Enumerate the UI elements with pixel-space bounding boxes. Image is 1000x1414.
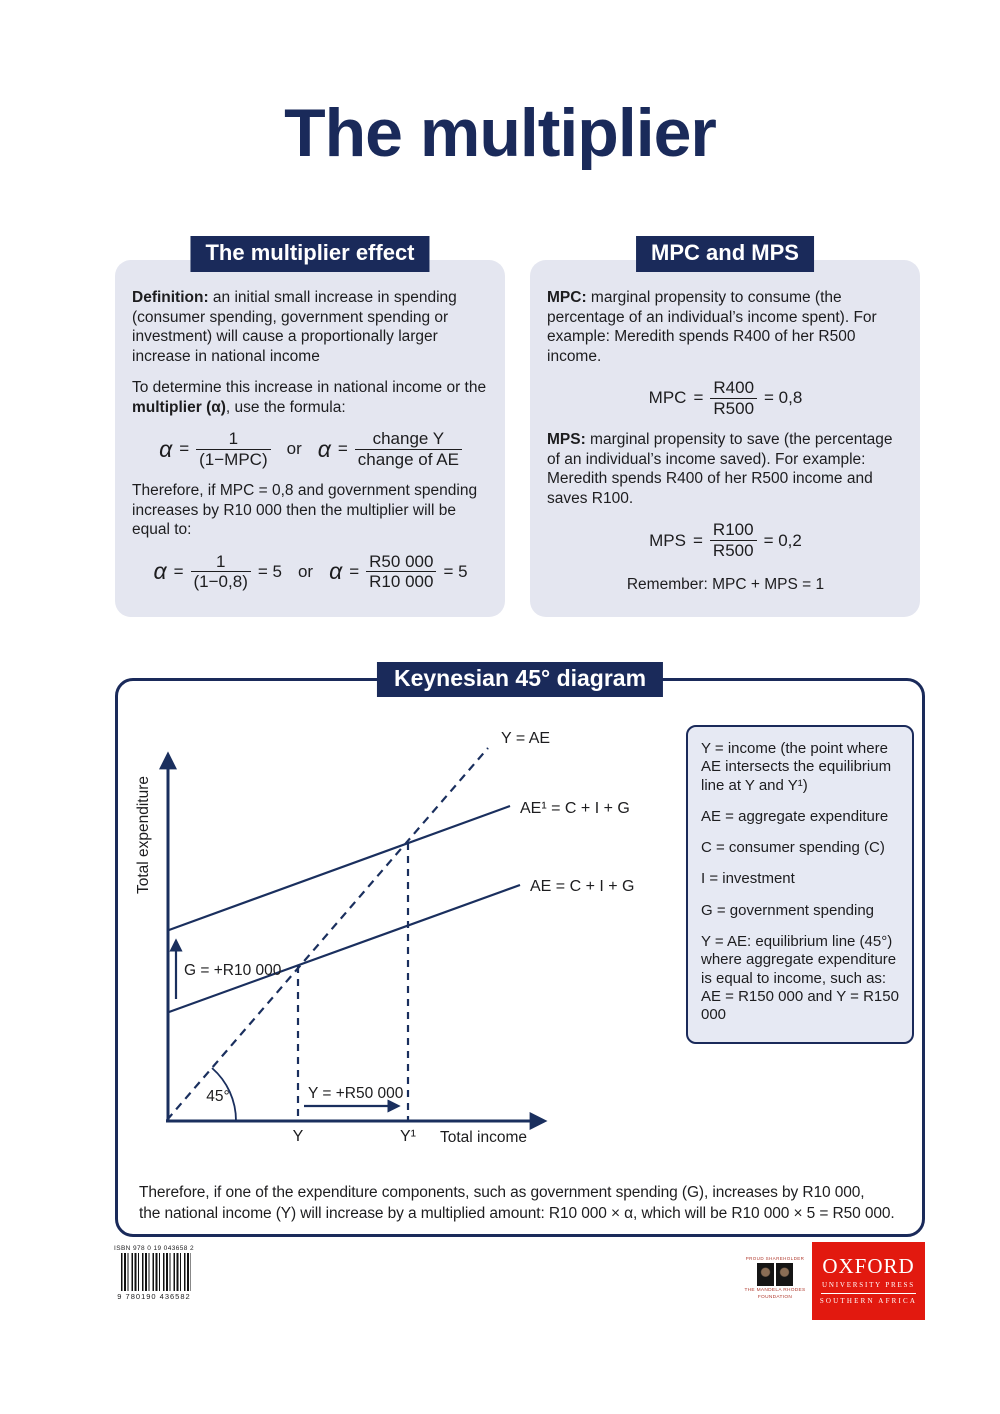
legend-item: AE = aggregate expenditure [701, 807, 889, 825]
diagram-legend [686, 725, 914, 1044]
therefore-paragraph: Therefore, if MPC = 0,8 and government spending increases by R10 000 then the multiplier will be equal to: [132, 482, 478, 539]
numerator: R50 000 [369, 551, 434, 571]
ae1-line [169, 806, 510, 930]
foundation-name-line2: FOUNDATION [757, 1294, 793, 1300]
tick-y1: Y¹ [400, 1128, 416, 1145]
denominator: R10 000 [366, 571, 436, 592]
mps-paragraph [547, 430, 904, 508]
equals-sign: = [692, 530, 703, 550]
denominator: change of AE [355, 449, 462, 470]
alpha-symbol: α [153, 558, 167, 585]
equals-sign: = [349, 562, 360, 582]
ae-line [169, 885, 520, 1012]
mps-formula [547, 520, 904, 560]
x-axis-label: Total income [440, 1129, 528, 1146]
foundation-name-line1: THE MANDELA RHODES [744, 1288, 806, 1293]
oxford-wordmark: OXFORD [822, 1254, 915, 1278]
fraction [196, 429, 270, 469]
footnote-line-2: the national income (Y) will increase by a multiplied amount: R10 000 × α, which will be R10 000 × 5 = R50 000. [139, 1204, 895, 1222]
fraction [191, 552, 251, 592]
multiplier-effect-panel [115, 240, 505, 617]
denominator: (1−MPC) [196, 449, 270, 470]
multiplier-formula-example [132, 552, 489, 592]
barcode-bars [121, 1253, 191, 1291]
mpc-mps-panel [530, 240, 920, 617]
or-word: or [297, 562, 314, 582]
y-axis-label: Total expenditure [135, 775, 152, 895]
numerator: 1 [215, 551, 226, 571]
mpc-mps-header: MPC and MPS [636, 236, 814, 272]
denominator: (1−0,8) [191, 571, 251, 592]
alpha-symbol: α [329, 558, 343, 585]
keynesian-diagram [118, 723, 688, 1165]
mps-text: marginal propensity to save (the percentage of an individual’s income saved). For example: Meredith spends R400 of her R500 income and saves R100. [547, 431, 893, 507]
ae-line-label: AE = C + I + G [530, 878, 635, 895]
legend-item: I = investment [701, 870, 795, 888]
numerator: change Y [372, 429, 445, 449]
oxford-logo [812, 1242, 925, 1320]
result: = 0,2 [763, 530, 802, 550]
or-word: or [286, 439, 302, 459]
ae1-line-label: AE¹ = C + I + G [520, 800, 630, 817]
y-increase-label: Y = +R50 000 [308, 1085, 404, 1102]
mpc-paragraph [547, 288, 904, 366]
g-increase-label: G = +R10 000 [184, 962, 282, 979]
angle-label: 45° [206, 1088, 230, 1105]
equals-sign: = [179, 439, 190, 459]
definition-label: Definition: [132, 289, 209, 306]
equals-sign: = [693, 388, 704, 408]
mpc-label: MPC: [547, 289, 587, 306]
tick-y: Y [292, 1128, 304, 1145]
equals-sign: = [337, 439, 348, 459]
oxford-divider [821, 1293, 916, 1294]
numerator: 1 [228, 429, 239, 449]
alpha-symbol: α [317, 435, 331, 462]
equilibrium-line-label: Y = AE [501, 730, 551, 747]
keynesian-diagram-box [115, 665, 925, 1237]
fraction [355, 429, 462, 469]
footnote-line-1: Therefore, if one of the expenditure components, such as government spending (G), increases by R10 000, [139, 1184, 865, 1201]
determine-bold: multiplier (α) [132, 398, 226, 416]
determine-paragraph [132, 378, 489, 417]
isbn-digits: 9 780190 436582 [117, 1292, 191, 1301]
equilibrium-line [167, 748, 488, 1120]
fraction [710, 378, 757, 418]
shareholder-text: PROUD SHAREHOLDER [745, 1256, 805, 1261]
keynesian-diagram-header: Keynesian 45° diagram [377, 662, 663, 697]
rhodes-portrait [776, 1263, 793, 1286]
legend-item: Y = income (the point where AE intersects the equilibrium line at Y and Y¹) [701, 740, 892, 794]
definition-text: an initial small increase in spending (consumer spending, government spending or investment) will cause a proportionally larger increase in national income [132, 289, 457, 365]
denominator: R500 [710, 398, 757, 419]
lhs: MPC [648, 388, 687, 408]
multiplier-formula-general [132, 429, 489, 469]
determine-post: , use the formula: [225, 398, 346, 416]
diagram-footnote [139, 1183, 921, 1224]
mps-label: MPS: [547, 431, 586, 449]
determine-pre: To determine this increase in national income or the [132, 379, 487, 397]
legend-item: Y = AE: equilibrium line (45°) where aggregate expenditure is equal to income, such as: AE = R150 000 and Y = R150 000 [701, 933, 899, 1024]
numerator: R400 [713, 378, 755, 398]
multiplier-effect-header: The multiplier effect [190, 236, 429, 272]
legend-item: G = government spending [701, 901, 875, 919]
mandela-portrait [757, 1263, 774, 1286]
page-title: The multiplier [284, 95, 716, 171]
legend-item: C = consumer spending (C) [701, 839, 885, 857]
denominator: R500 [710, 540, 757, 561]
equals-sign: = [173, 562, 184, 582]
mpc-formula [547, 378, 904, 418]
mpc-text: marginal propensity to consume (the percentage of an individual’s income spent). For example: Meredith spends R400 of her R500 income. [547, 289, 877, 365]
alpha-symbol: α [159, 435, 173, 462]
result: = 0,8 [764, 388, 803, 408]
oxford-region-text: SOUTHERN AFRICA [819, 1297, 918, 1305]
isbn-number: ISBN 978 0 19 043658 2 [114, 1245, 194, 1252]
numerator: R100 [712, 520, 754, 540]
mandela-rhodes-logo [744, 1256, 806, 1302]
result: = 5 [257, 562, 282, 582]
fraction [366, 552, 436, 592]
oxford-press-text: UNIVERSITY PRESS [822, 1281, 915, 1289]
result: = 5 [443, 562, 468, 582]
isbn-barcode [114, 1245, 194, 1301]
fraction [710, 520, 757, 560]
lhs: MPS [649, 530, 686, 550]
remember-note: Remember: MPC + MPS = 1 [626, 576, 825, 594]
definition-paragraph [132, 288, 489, 366]
